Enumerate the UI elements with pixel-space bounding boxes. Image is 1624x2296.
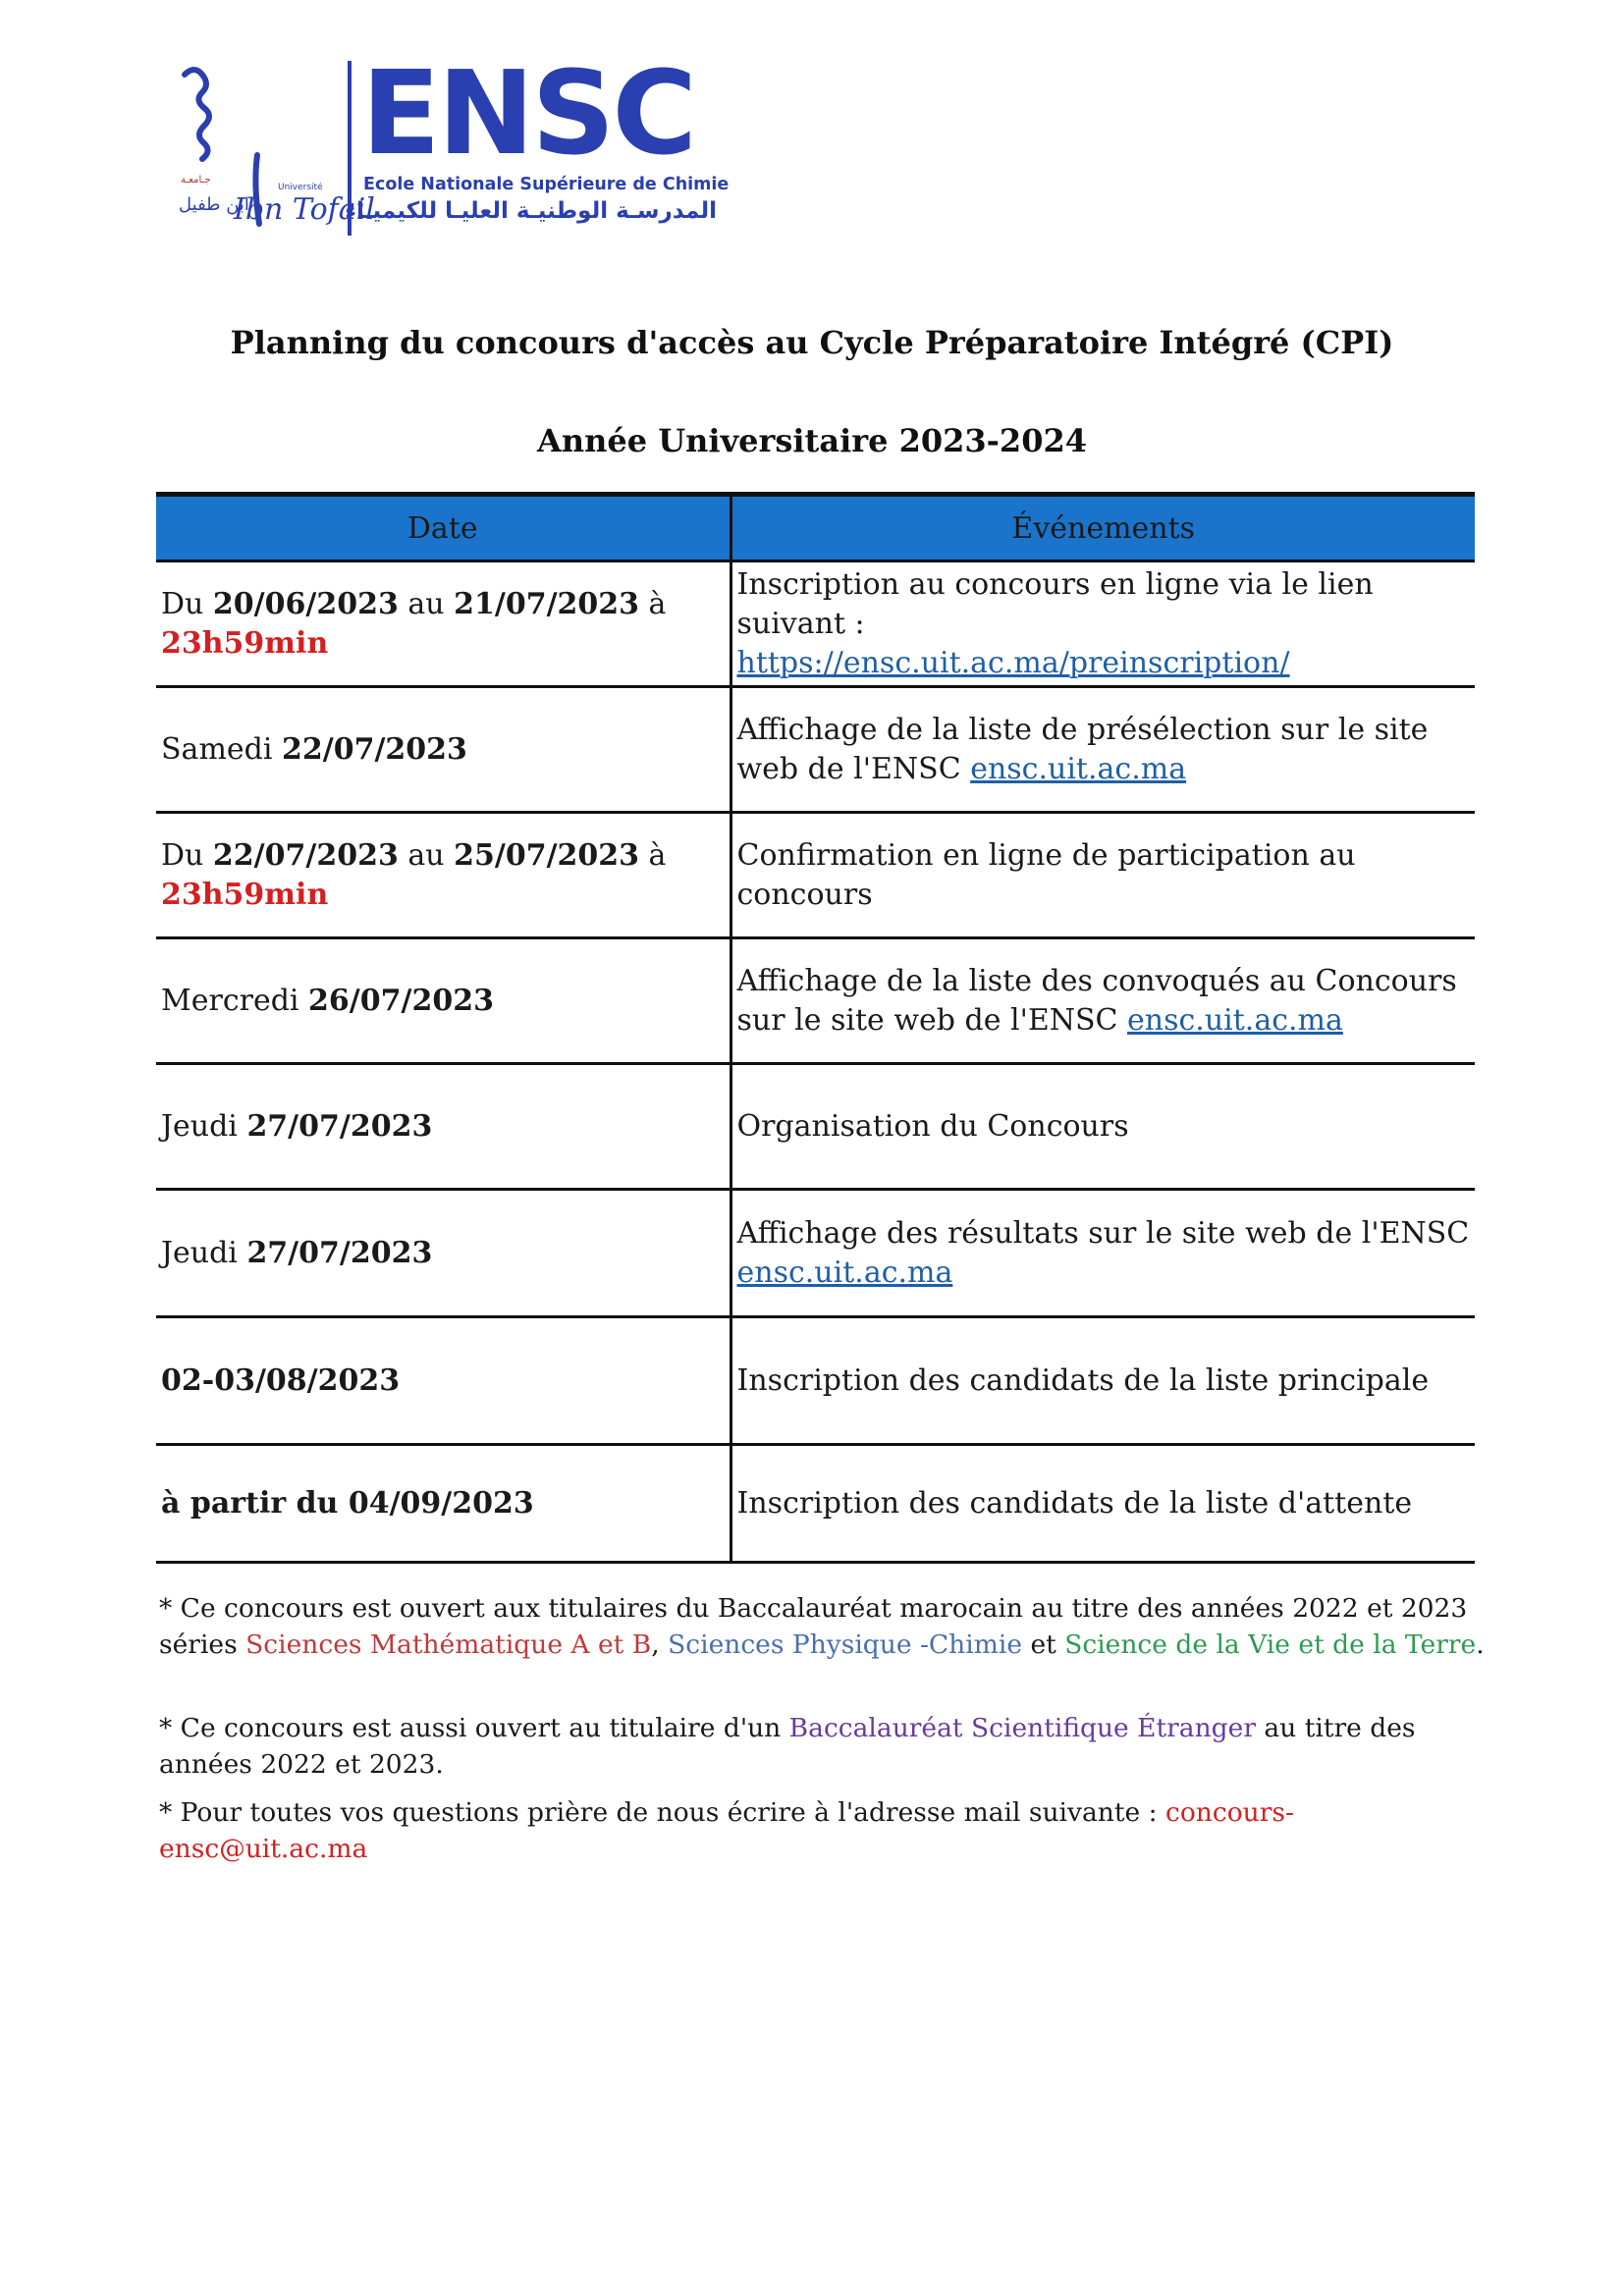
table-row <box>156 687 1475 813</box>
ensc-site-link[interactable]: ensc.uit.ac.ma <box>1127 1002 1343 1038</box>
table-row <box>156 1190 1475 1317</box>
table-row <box>156 561 1475 687</box>
serie-svt: Science de la Vie et de la Terre <box>1064 1629 1477 1660</box>
date-cell: Samedi 22/07/2023 <box>156 687 731 813</box>
column-header-date: Date <box>156 495 731 561</box>
date-cell: Du 20/06/2023 au 21/07/2023 à 23h59min <box>156 561 731 687</box>
page-title: Planning du concours d'accès au Cycle Préparatoire Intégré (CPI) <box>230 324 1394 361</box>
table-row <box>156 1064 1475 1190</box>
contact-email-link[interactable]: concours-ensc@uit.ac.ma <box>159 1797 1294 1864</box>
logo-school-name-fr: Ecole Nationale Supérieure de Chimie <box>363 175 730 194</box>
table-row <box>156 1317 1475 1445</box>
note-eligibility-foreign: * Ce concours est aussi ouvert au titulaire d'un Baccalauréat Scientifique Étranger au titre des années 2022 et 2023. <box>159 1713 1416 1780</box>
table-row <box>156 813 1475 938</box>
event-cell: Inscription des candidats de la liste d'attente <box>731 1445 1475 1563</box>
note-contact: * Pour toutes vos questions prière de nous écrire à l'adresse mail suivante : concours-ensc@uit.ac.ma <box>159 1797 1294 1864</box>
deadline-time: 23h59min <box>161 877 329 912</box>
note-eligibility-moroccan: * Ce concours est ouvert aux titulaires du Baccalauréat marocain au titre des années 2022 et 2023 séries Sciences Mathématique A et B, Sciences Physique -Chimie et Science de la Vie et de la Terre. <box>159 1593 1485 1660</box>
logo-acronym: ENSC <box>361 45 694 181</box>
table-header-row <box>156 495 1475 561</box>
date-cell: Mercredi 26/07/2023 <box>156 938 731 1064</box>
logo-university-ar-label: جـامعـة <box>181 175 211 186</box>
logo-university-ar: ابن طفيل <box>179 194 249 215</box>
table-row <box>156 1445 1475 1563</box>
event-cell: Inscription des candidats de la liste principale <box>731 1317 1475 1445</box>
serie-maths: Sciences Mathématique A et B <box>245 1629 652 1660</box>
event-cell: Confirmation en ligne de participation au concours <box>731 813 1475 938</box>
table-row <box>156 938 1475 1064</box>
column-header-events: Événements <box>731 495 1475 561</box>
date-cell: 02-03/08/2023 <box>156 1317 731 1445</box>
foreign-bac: Baccalauréat Scientifique Étranger <box>788 1713 1256 1743</box>
date-cell: Jeudi 27/07/2023 <box>156 1064 731 1190</box>
serie-physics: Sciences Physique -Chimie <box>668 1629 1023 1660</box>
logo-school-name-ar: المدرسـة الوطنيـة العليـا للكيميـاء <box>345 198 717 224</box>
event-cell: Inscription au concours en ligne via le lien suivant : https://ensc.uit.ac.ma/preinscription/ <box>731 561 1475 687</box>
logo-university-label: Université <box>278 183 323 192</box>
event-cell: Organisation du Concours <box>731 1064 1475 1190</box>
page-subtitle: Année Universitaire 2023-2024 <box>537 422 1087 459</box>
ensc-logo <box>175 45 730 243</box>
deadline-time: 23h59min <box>161 625 329 661</box>
date-cell: à partir du 04/09/2023 <box>156 1445 731 1563</box>
event-cell: Affichage de la liste des convoqués au Concours sur le site web de l'ENSC ensc.uit.ac.ma <box>731 938 1475 1064</box>
event-cell: Affichage des résultats sur le site web de l'ENSC ensc.uit.ac.ma <box>731 1190 1475 1317</box>
preinscription-link[interactable]: https://ensc.uit.ac.ma/preinscription/ <box>736 645 1290 680</box>
ensc-site-link[interactable]: ensc.uit.ac.ma <box>736 1255 953 1290</box>
date-cell: Du 22/07/2023 au 25/07/2023 à 23h59min <box>156 813 731 938</box>
ensc-site-link[interactable]: ensc.uit.ac.ma <box>970 751 1187 786</box>
logo-university-name: Ibn Tofail <box>234 192 375 227</box>
planning-table <box>156 492 1475 1564</box>
date-cell: Jeudi 27/07/2023 <box>156 1190 731 1317</box>
event-cell: Affichage de la liste de présélection sur le site web de l'ENSC ensc.uit.ac.ma <box>731 687 1475 813</box>
